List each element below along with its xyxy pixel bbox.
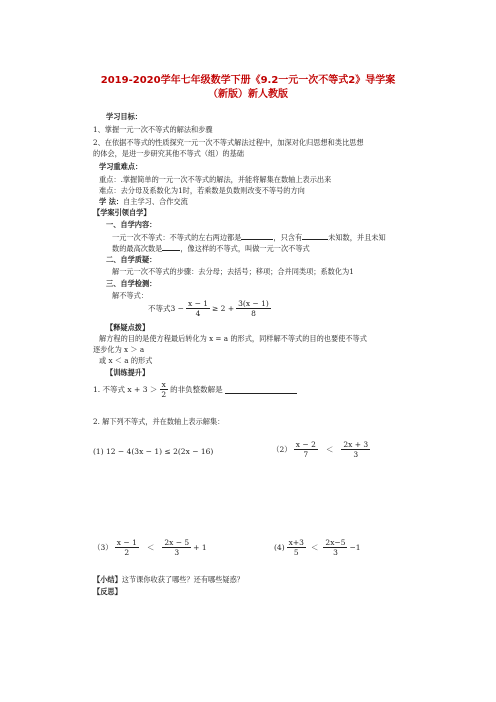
goal-item-2-line2: 的体会，是进一步研究其他不等式（组）的基础 bbox=[93, 149, 244, 158]
goals-heading: 学习目标： bbox=[106, 112, 142, 121]
p3-tail: + 1 bbox=[193, 543, 207, 552]
eq-den-1: 4 bbox=[195, 309, 201, 318]
p3-den-1: 2 bbox=[124, 548, 130, 557]
question-2: 2. 解下列不等式，并在数轴上表示解集： bbox=[93, 417, 225, 426]
goal-item-2-line1: 2、在依据不等式的性质探究一元一次不等式解法过程中，加深对化归思想和类比思想 bbox=[93, 138, 364, 147]
definition-text-b: ，只含有 bbox=[273, 233, 303, 242]
q1-suffix: 的非负整数解是 bbox=[170, 385, 223, 394]
definition-line2 bbox=[112, 243, 310, 253]
eq-prefix: 不等式3 − bbox=[148, 304, 184, 313]
key-heading: 学习重难点： bbox=[99, 162, 143, 171]
p2-den-1: 7 bbox=[303, 450, 309, 459]
eq-mid: ≥ 2 + bbox=[212, 304, 235, 313]
q1-answer-blank bbox=[225, 386, 297, 394]
q1-prefix: 1. 不等式 x + 3 ＞ bbox=[93, 385, 158, 394]
p2-fraction-2 bbox=[341, 440, 370, 459]
problem-4 bbox=[274, 538, 361, 557]
problem-2 bbox=[272, 440, 370, 459]
eq-num-2: 3(x − 1) bbox=[238, 299, 269, 308]
training-heading: 【训练提升】 bbox=[106, 368, 150, 377]
doubt-line3: 或 x ＜ a 的形式 bbox=[99, 356, 153, 365]
definition-text-d: 数的最高次数是 bbox=[112, 244, 163, 253]
summary-text: 这节课你收获了哪些？还有哪些疑惑？ bbox=[121, 575, 244, 584]
p4-num-2: 2x−5 bbox=[325, 538, 346, 547]
p3-den-2: 3 bbox=[174, 548, 180, 557]
self-study-content-heading: 一、自学内容： bbox=[106, 220, 157, 229]
p4-fraction-1 bbox=[287, 538, 306, 557]
doubt-line2: 逐步化为 x ＞ a bbox=[93, 345, 145, 354]
doubt-heading: 【释疑点拨】 bbox=[106, 323, 150, 332]
blank-2 bbox=[302, 232, 328, 240]
solving-steps: 解一元一次不等式的步骤：去分母；去括号；移项；合并同类项；系数化为1 bbox=[112, 267, 354, 276]
eq-den-2: 8 bbox=[251, 309, 256, 318]
problem-3 bbox=[93, 538, 207, 557]
problem-1: (1) 12 − 4(3x − 1) ≤ 2(2x − 16) bbox=[93, 447, 214, 456]
reflection-heading: 【反思】 bbox=[93, 587, 122, 596]
p4-fraction-2 bbox=[323, 538, 347, 557]
p4-label: (4) bbox=[274, 543, 285, 552]
question-1 bbox=[93, 380, 297, 399]
p2-fraction-1 bbox=[294, 440, 318, 459]
eq-fraction-2 bbox=[236, 299, 271, 318]
goal-item-1: 1、掌握一元一次不等式的解法和步骤 bbox=[93, 125, 213, 134]
definition-text-e: ，像这样的不等式，叫做一元一次不等式 bbox=[180, 244, 310, 253]
p2-operator: ＜ bbox=[325, 445, 334, 454]
q1-num: x bbox=[161, 380, 166, 389]
self-check-prompt: 解不等式： bbox=[112, 291, 148, 300]
guide-heading: 【学案引领自学】 bbox=[93, 208, 151, 217]
self-check-inequality bbox=[148, 299, 271, 318]
self-check-heading: 三、自学检测： bbox=[106, 279, 157, 288]
study-method-label: 学 法： bbox=[99, 197, 124, 206]
summary bbox=[93, 575, 244, 584]
study-method-text: 自主学习、合作交流 bbox=[123, 197, 188, 206]
key-point: 重点：.掌握简单的一元一次不等式的解法，并能将解集在数轴上表示出来 bbox=[99, 175, 332, 184]
p2-num-2: 2x + 3 bbox=[343, 440, 369, 449]
p3-operator: ＜ bbox=[146, 543, 155, 552]
p3-fraction-2 bbox=[162, 538, 191, 557]
p4-den-2: 3 bbox=[333, 548, 338, 557]
definition-text-a: 一元一次不等式：不等式的左右两边都是 bbox=[112, 233, 242, 242]
p3-num-1: x − 1 bbox=[116, 538, 137, 547]
eq-fraction-1 bbox=[186, 299, 210, 318]
key-difficulty: 难点：去分母及系数化为1时，若乘数是负数则改变不等号的方向 bbox=[99, 186, 305, 195]
document-title-line1: 2019-2020学年七年级数学下册《9.2一元一次不等式2》导学案 bbox=[100, 75, 396, 86]
p4-operator: ＜ bbox=[310, 543, 319, 552]
eq-num-1: x − 1 bbox=[187, 299, 209, 308]
q1-fraction bbox=[159, 380, 168, 399]
study-method bbox=[99, 197, 188, 206]
doubt-line1: 解方程的目的是使方程最后转化为 x = a 的形式，同样解不等式的目的也要使不等式 bbox=[99, 334, 367, 343]
p3-fraction-1 bbox=[115, 538, 139, 557]
blank-3 bbox=[162, 243, 180, 251]
p2-den-2: 3 bbox=[353, 450, 359, 459]
self-study-question-heading: 二、自学质疑： bbox=[106, 255, 157, 264]
document-title-line2: （新版）新人教版 bbox=[208, 89, 288, 100]
summary-heading: 【小结】 bbox=[93, 575, 122, 584]
p2-label: （2） bbox=[272, 445, 292, 454]
p2-num-1: x − 2 bbox=[295, 440, 316, 449]
q1-den: 2 bbox=[161, 390, 167, 399]
definition-line1 bbox=[112, 232, 386, 242]
p4-num-1: x+3 bbox=[288, 538, 304, 547]
p4-tail: −1 bbox=[349, 543, 361, 552]
p4-den-1: 5 bbox=[293, 548, 299, 557]
p3-label: （3） bbox=[93, 543, 113, 552]
definition-text-c: 未知数，并且未知 bbox=[328, 233, 386, 242]
p3-num-2: 2x − 5 bbox=[164, 538, 190, 547]
blank-1 bbox=[241, 232, 273, 240]
